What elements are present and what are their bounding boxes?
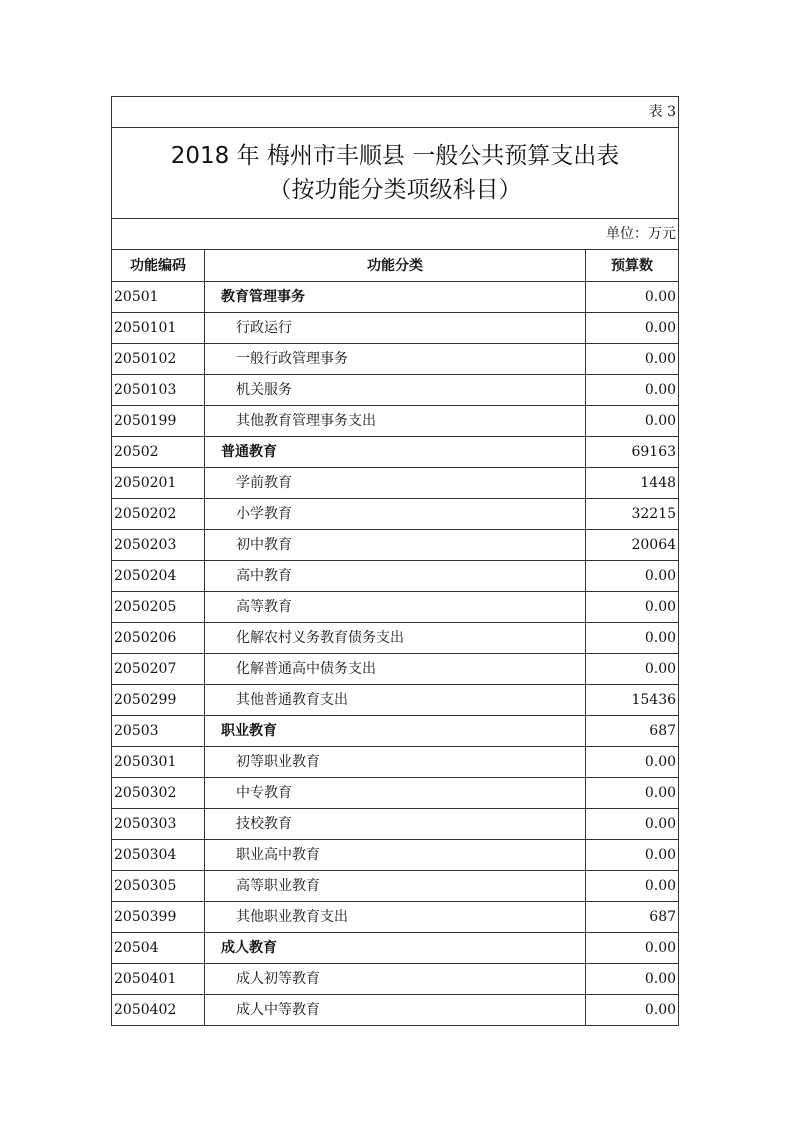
table-row: [112, 561, 679, 592]
table-row: [112, 282, 679, 313]
table-row: [112, 499, 679, 530]
row-code: 2050301: [112, 747, 205, 778]
row-amount: 0.00: [586, 933, 679, 964]
row-name: 小学教育: [205, 499, 586, 530]
table-row: [112, 871, 679, 902]
row-code: 2050201: [112, 468, 205, 499]
row-name: 其他普通教育支出: [205, 685, 586, 716]
unit-row: [112, 219, 679, 250]
row-amount: 69163: [586, 437, 679, 468]
table-row: [112, 995, 679, 1026]
row-code: 2050203: [112, 530, 205, 561]
row-name: 成人教育: [205, 933, 586, 964]
header-row: [112, 250, 679, 282]
row-code: 2050305: [112, 871, 205, 902]
row-name: 其他教育管理事务支出: [205, 406, 586, 437]
table-row: [112, 313, 679, 344]
table-row: [112, 468, 679, 499]
row-code: 2050103: [112, 375, 205, 406]
table-row: [112, 375, 679, 406]
row-amount: 32215: [586, 499, 679, 530]
row-name: 职业教育: [205, 716, 586, 747]
table-number: 表 3: [112, 97, 679, 128]
table-row: [112, 654, 679, 685]
row-code: 20503: [112, 716, 205, 747]
table-row: [112, 902, 679, 933]
table-row: [112, 933, 679, 964]
row-amount: 0.00: [586, 561, 679, 592]
table-row: [112, 809, 679, 840]
unit-label: 单位：万元: [112, 219, 679, 250]
row-amount: 0.00: [586, 778, 679, 809]
row-name: 高中教育: [205, 561, 586, 592]
row-amount: 0.00: [586, 840, 679, 871]
title-line-2: （按功能分类项级科目）: [268, 177, 522, 203]
row-amount: 0.00: [586, 654, 679, 685]
row-name: 技校教育: [205, 809, 586, 840]
row-name: 学前教育: [205, 468, 586, 499]
row-name: 初等职业教育: [205, 747, 586, 778]
table-number-row: [112, 97, 679, 128]
row-name: 教育管理事务: [205, 282, 586, 313]
page-title: [112, 128, 679, 219]
row-name: 一般行政管理事务: [205, 344, 586, 375]
row-name: 中专教育: [205, 778, 586, 809]
row-code: 2050206: [112, 623, 205, 654]
row-amount: 0.00: [586, 964, 679, 995]
row-code: 2050303: [112, 809, 205, 840]
row-amount: 20064: [586, 530, 679, 561]
row-name: 成人中等教育: [205, 995, 586, 1026]
row-amount: 0.00: [586, 809, 679, 840]
row-amount: 0.00: [586, 623, 679, 654]
row-code: 2050204: [112, 561, 205, 592]
row-amount: 687: [586, 716, 679, 747]
row-code: 20502: [112, 437, 205, 468]
row-code: 2050205: [112, 592, 205, 623]
row-name: 普通教育: [205, 437, 586, 468]
row-amount: 0.00: [586, 747, 679, 778]
row-code: 2050401: [112, 964, 205, 995]
row-name: 行政运行: [205, 313, 586, 344]
row-name: 初中教育: [205, 530, 586, 561]
row-code: 2050202: [112, 499, 205, 530]
row-name: 化解农村义务教育债务支出: [205, 623, 586, 654]
table-row: [112, 406, 679, 437]
row-amount: 0.00: [586, 592, 679, 623]
table-row: [112, 964, 679, 995]
row-name: 高等教育: [205, 592, 586, 623]
table-row: [112, 747, 679, 778]
row-amount: 0.00: [586, 406, 679, 437]
row-code: 2050304: [112, 840, 205, 871]
row-code: 2050199: [112, 406, 205, 437]
budget-sheet: [111, 96, 678, 1026]
row-amount: 1448: [586, 468, 679, 499]
row-code: 20504: [112, 933, 205, 964]
row-amount: 0.00: [586, 871, 679, 902]
row-amount: 0.00: [586, 375, 679, 406]
title-row: [112, 128, 679, 219]
row-amount: 0.00: [586, 282, 679, 313]
table-row: [112, 685, 679, 716]
header-name: 功能分类: [205, 250, 586, 282]
row-code: 20501: [112, 282, 205, 313]
row-amount: 15436: [586, 685, 679, 716]
row-amount: 687: [586, 902, 679, 933]
row-name: 高等职业教育: [205, 871, 586, 902]
title-line-1: 2018 年 梅州市丰顺县 一般公共预算支出表: [170, 142, 620, 169]
row-amount: 0.00: [586, 995, 679, 1026]
header-code: 功能编码: [112, 250, 205, 282]
row-name: 机关服务: [205, 375, 586, 406]
row-code: 2050299: [112, 685, 205, 716]
table-row: [112, 623, 679, 654]
table-row: [112, 778, 679, 809]
row-code: 2050402: [112, 995, 205, 1026]
row-code: 2050207: [112, 654, 205, 685]
row-name: 职业高中教育: [205, 840, 586, 871]
table-row: [112, 437, 679, 468]
table-row: [112, 530, 679, 561]
row-name: 其他职业教育支出: [205, 902, 586, 933]
row-name: 成人初等教育: [205, 964, 586, 995]
budget-table: [111, 96, 679, 1026]
header-amount: 预算数: [586, 250, 679, 282]
row-code: 2050302: [112, 778, 205, 809]
row-code: 2050399: [112, 902, 205, 933]
table-row: [112, 716, 679, 747]
table-row: [112, 592, 679, 623]
row-code: 2050102: [112, 344, 205, 375]
row-name: 化解普通高中债务支出: [205, 654, 586, 685]
row-amount: 0.00: [586, 344, 679, 375]
table-row: [112, 840, 679, 871]
row-amount: 0.00: [586, 313, 679, 344]
table-row: [112, 344, 679, 375]
row-code: 2050101: [112, 313, 205, 344]
